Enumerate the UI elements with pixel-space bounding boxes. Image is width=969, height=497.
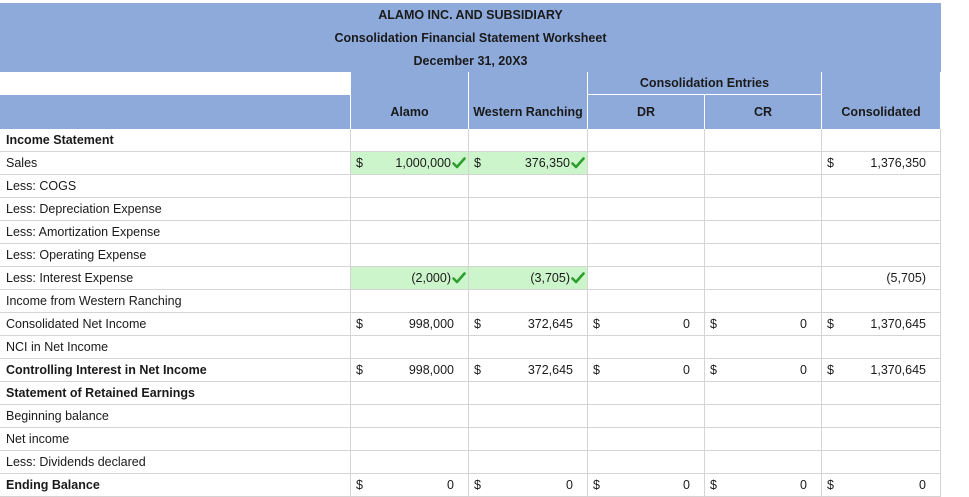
- cell-western[interactable]: [469, 428, 588, 451]
- table-row: [0, 152, 941, 175]
- cell-consolidated[interactable]: [822, 175, 941, 198]
- row-label: Less: Amortization Expense: [0, 221, 351, 244]
- cell-dr[interactable]: [588, 474, 705, 497]
- cell-alamo[interactable]: [351, 129, 469, 152]
- table-row: [0, 221, 941, 244]
- cell-alamo[interactable]: [351, 405, 469, 428]
- currency-symbol: $: [593, 478, 600, 492]
- cell-consolidated[interactable]: [822, 336, 941, 359]
- cell-consolidated[interactable]: [822, 451, 941, 474]
- table-row: [0, 474, 941, 497]
- currency-symbol: $: [593, 363, 600, 377]
- table-row: [0, 451, 941, 474]
- cell-dr[interactable]: [588, 336, 705, 359]
- table-row: [0, 428, 941, 451]
- cell-value: 372,645: [527, 363, 573, 377]
- currency-symbol: $: [710, 363, 717, 377]
- currency-symbol: $: [474, 317, 481, 331]
- cell-alamo[interactable]: [351, 267, 469, 290]
- cell-western[interactable]: [469, 451, 588, 474]
- cell-dr[interactable]: [588, 451, 705, 474]
- cell-cr[interactable]: [705, 221, 822, 244]
- cell-western[interactable]: [469, 175, 588, 198]
- cell-western[interactable]: [469, 336, 588, 359]
- cell-consolidated[interactable]: [822, 129, 941, 152]
- cell-dr[interactable]: [588, 221, 705, 244]
- cell-cr[interactable]: [705, 382, 822, 405]
- cell-dr[interactable]: [588, 129, 705, 152]
- cell-alamo[interactable]: [351, 290, 469, 313]
- cell-value: 998,000: [408, 363, 454, 377]
- header-blank-top: [0, 72, 351, 95]
- row-label: Consolidated Net Income: [0, 313, 351, 336]
- cell-western[interactable]: [469, 405, 588, 428]
- cell-consolidated[interactable]: [822, 313, 941, 336]
- cell-alamo[interactable]: [351, 336, 469, 359]
- cell-western[interactable]: [469, 474, 588, 497]
- cell-consolidated[interactable]: [822, 405, 941, 428]
- currency-symbol: $: [710, 478, 717, 492]
- worksheet-date: December 31, 20X3: [413, 53, 528, 68]
- currency-symbol: $: [356, 156, 363, 170]
- table-row: [0, 382, 941, 405]
- cell-value: 372,645: [527, 317, 573, 331]
- cell-alamo[interactable]: [351, 198, 469, 221]
- header-dr: DR: [588, 95, 705, 129]
- checkmark-icon: [571, 156, 585, 170]
- cell-consolidated[interactable]: [822, 428, 941, 451]
- currency-symbol: $: [827, 317, 834, 331]
- cell-value: (5,705): [886, 271, 926, 285]
- cell-consolidated[interactable]: [822, 244, 941, 267]
- currency-symbol: $: [827, 478, 834, 492]
- cell-consolidated[interactable]: [822, 267, 941, 290]
- currency-symbol: $: [356, 478, 363, 492]
- cell-alamo[interactable]: [351, 451, 469, 474]
- currency-symbol: $: [710, 317, 717, 331]
- header-label-col: [0, 95, 351, 129]
- cell-alamo[interactable]: [351, 313, 469, 336]
- checkmark-icon: [452, 156, 466, 170]
- row-label: Less: Dividends declared: [0, 451, 351, 474]
- cell-western[interactable]: [469, 129, 588, 152]
- cell-consolidated[interactable]: [822, 474, 941, 497]
- cell-value: 1,370,645: [870, 363, 926, 377]
- cell-western[interactable]: [469, 313, 588, 336]
- cell-dr[interactable]: [588, 152, 705, 175]
- cell-western[interactable]: [469, 382, 588, 405]
- cell-alamo[interactable]: [351, 175, 469, 198]
- worksheet-title-row: [0, 26, 941, 50]
- header-cr: CR: [705, 95, 822, 129]
- table-row: [0, 175, 941, 198]
- cell-dr[interactable]: [588, 267, 705, 290]
- cell-value: 0: [800, 478, 807, 492]
- cell-alamo[interactable]: [351, 152, 469, 175]
- row-label: NCI in Net Income: [0, 336, 351, 359]
- currency-symbol: $: [474, 363, 481, 377]
- cell-value: 0: [919, 478, 926, 492]
- cell-alamo[interactable]: [351, 382, 469, 405]
- table-row: [0, 267, 941, 290]
- cell-value: 0: [683, 317, 690, 331]
- cell-cr[interactable]: [705, 129, 822, 152]
- cell-western[interactable]: [469, 267, 588, 290]
- cell-consolidated[interactable]: [822, 290, 941, 313]
- row-label: Net income: [0, 428, 351, 451]
- cell-value: 1,000,000: [395, 156, 451, 170]
- header-alamo: Alamo: [351, 72, 469, 129]
- cell-western[interactable]: [469, 290, 588, 313]
- table-row: [0, 405, 941, 428]
- cell-dr[interactable]: [588, 359, 705, 382]
- table-row: [0, 313, 941, 336]
- cell-dr[interactable]: [588, 405, 705, 428]
- cell-cr[interactable]: [705, 290, 822, 313]
- cell-cr[interactable]: [705, 244, 822, 267]
- header-consolidated: Consolidated: [822, 72, 941, 129]
- header-western-ranching: Western Ranching: [469, 72, 588, 129]
- cell-western[interactable]: [469, 221, 588, 244]
- cell-consolidated[interactable]: [822, 221, 941, 244]
- table-row: [0, 129, 941, 152]
- row-label: Sales: [0, 152, 351, 175]
- cell-value: 0: [800, 363, 807, 377]
- cell-alamo[interactable]: [351, 428, 469, 451]
- cell-cr[interactable]: [705, 405, 822, 428]
- worksheet-title: Consolidation Financial Statement Worksheet: [334, 30, 607, 45]
- cell-cr[interactable]: [705, 336, 822, 359]
- row-label: Ending Balance: [0, 474, 351, 497]
- cell-cr[interactable]: [705, 451, 822, 474]
- cell-cr[interactable]: [705, 267, 822, 290]
- company-title: ALAMO INC. AND SUBSIDIARY: [378, 7, 563, 22]
- currency-symbol: $: [356, 363, 363, 377]
- cell-dr[interactable]: [588, 244, 705, 267]
- cell-dr[interactable]: [588, 175, 705, 198]
- cell-western[interactable]: [469, 359, 588, 382]
- table-row: [0, 290, 941, 313]
- table-row: [0, 336, 941, 359]
- row-label: Income from Western Ranching: [0, 290, 351, 313]
- row-label: Less: Interest Expense: [0, 267, 351, 290]
- cell-dr[interactable]: [588, 382, 705, 405]
- cell-western[interactable]: [469, 152, 588, 175]
- table-row: [0, 359, 941, 382]
- cell-western[interactable]: [469, 198, 588, 221]
- cell-alamo[interactable]: [351, 474, 469, 497]
- row-label: Controlling Interest in Net Income: [0, 359, 351, 382]
- row-label: Less: Operating Expense: [0, 244, 351, 267]
- currency-symbol: $: [474, 478, 481, 492]
- cell-value: 0: [447, 478, 454, 492]
- cell-dr[interactable]: [588, 313, 705, 336]
- checkmark-icon: [571, 271, 585, 285]
- row-label: Statement of Retained Earnings: [0, 382, 351, 405]
- header-consolidation-entries: Consolidation Entries: [588, 72, 822, 95]
- cell-value: 0: [683, 478, 690, 492]
- cell-cr[interactable]: [705, 198, 822, 221]
- cell-dr[interactable]: [588, 290, 705, 313]
- cell-value: 1,370,645: [870, 317, 926, 331]
- cell-cr[interactable]: [705, 152, 822, 175]
- cell-value: (3,705): [530, 271, 570, 285]
- cell-cr[interactable]: [705, 474, 822, 497]
- table-row: [0, 198, 941, 221]
- cell-consolidated[interactable]: [822, 359, 941, 382]
- cell-alamo[interactable]: [351, 244, 469, 267]
- currency-symbol: $: [356, 317, 363, 331]
- cell-cr[interactable]: [705, 175, 822, 198]
- cell-cr[interactable]: [705, 428, 822, 451]
- company-title-row: [0, 3, 941, 27]
- currency-symbol: $: [827, 156, 834, 170]
- cell-alamo[interactable]: [351, 221, 469, 244]
- row-label: Income Statement: [0, 129, 351, 152]
- currency-symbol: $: [593, 317, 600, 331]
- checkmark-icon: [452, 271, 466, 285]
- cell-consolidated[interactable]: [822, 382, 941, 405]
- cell-consolidated[interactable]: [822, 198, 941, 221]
- cell-consolidated[interactable]: [822, 152, 941, 175]
- cell-value: 1,376,350: [870, 156, 926, 170]
- cell-cr[interactable]: [705, 359, 822, 382]
- cell-western[interactable]: [469, 244, 588, 267]
- row-label: Less: Depreciation Expense: [0, 198, 351, 221]
- cell-value: 0: [683, 363, 690, 377]
- cell-cr[interactable]: [705, 313, 822, 336]
- cell-value: (2,000): [411, 271, 451, 285]
- row-label: Less: COGS: [0, 175, 351, 198]
- cell-dr[interactable]: [588, 428, 705, 451]
- cell-value: 0: [800, 317, 807, 331]
- date-title-row: [0, 49, 941, 73]
- cell-dr[interactable]: [588, 198, 705, 221]
- cell-value: 0: [566, 478, 573, 492]
- row-label: Beginning balance: [0, 405, 351, 428]
- cell-value: 376,350: [524, 156, 570, 170]
- currency-symbol: $: [827, 363, 834, 377]
- cell-alamo[interactable]: [351, 359, 469, 382]
- table-row: [0, 244, 941, 267]
- currency-symbol: $: [474, 156, 481, 170]
- cell-value: 998,000: [408, 317, 454, 331]
